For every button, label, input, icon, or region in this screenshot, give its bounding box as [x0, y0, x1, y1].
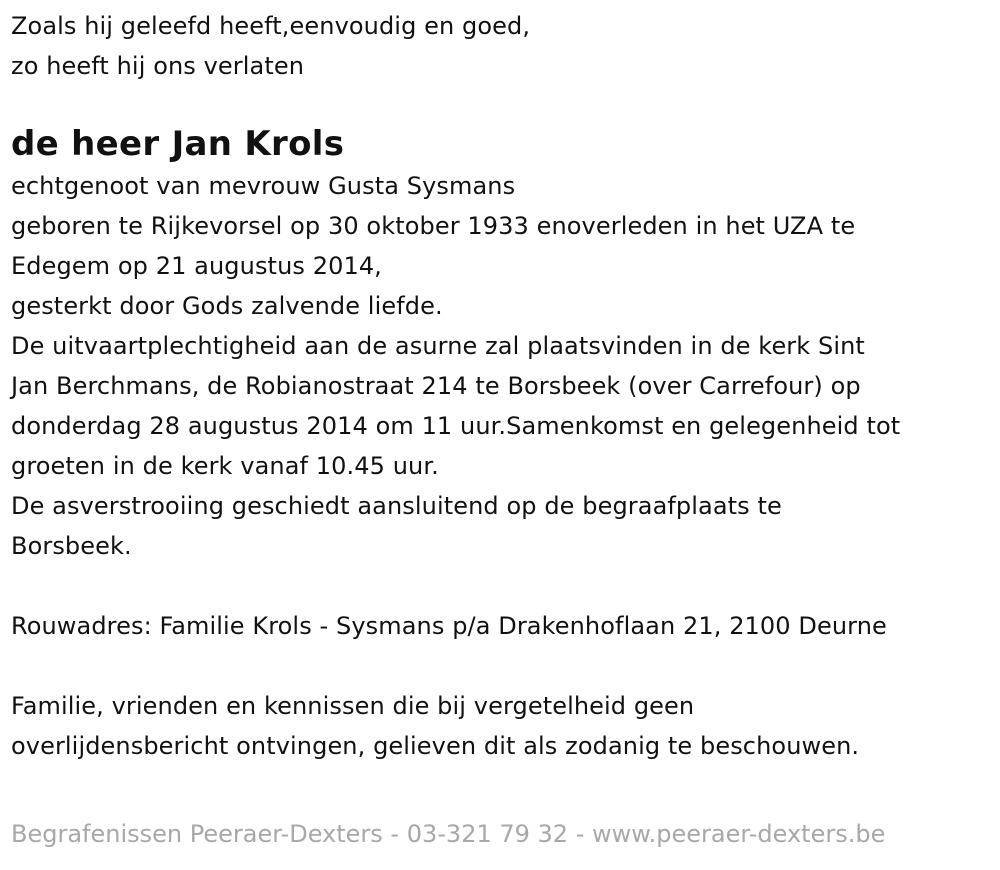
- obituary-body: [11, 166, 986, 566]
- spacer: [11, 566, 986, 606]
- body-line: Jan Berchmans, de Robianostraat 214 te Borsbeek (over Carrefour) op: [11, 372, 861, 400]
- motto-line-1: Zoals hij geleefd heeft,eenvoudig en goed,: [11, 12, 531, 40]
- motto-line-2: zo heeft hij ons verlaten: [11, 52, 305, 80]
- body-line: echtgenoot van mevrouw Gusta Sysmans: [11, 172, 516, 200]
- body-line: donderdag 28 augustus 2014 om 11 uur.Samenkomst en gelegenheid tot: [11, 412, 901, 440]
- body-line: geboren te Rijkevorsel op 30 oktober 1933 enoverleden in het UZA te: [11, 212, 856, 240]
- body-line: Borsbeek.: [11, 532, 132, 560]
- deceased-name: de heer Jan Krols: [11, 124, 345, 164]
- body-line: Edegem op 21 augustus 2014,: [11, 252, 382, 280]
- notice-line-1: Familie, vrienden en kennissen die bij vergetelheid geen: [11, 692, 695, 720]
- funeral-home-footer: Begrafenissen Peeraer-Dexters - 03-321 79 32 - www.peeraer-dexters.be: [11, 820, 886, 848]
- body-line: groeten in de kerk vanaf 10.45 uur.: [11, 452, 439, 480]
- obituary-notice: [11, 6, 986, 766]
- mourning-address: Rouwadres: Familie Krols - Sysmans p/a Drakenhoflaan 21, 2100 Deurne: [11, 612, 887, 640]
- body-line: gesterkt door Gods zalvende liefde.: [11, 292, 443, 320]
- body-line: De uitvaartplechtigheid aan de asurne zal plaatsvinden in de kerk Sint: [11, 332, 865, 360]
- notice-line-2: overlijdensbericht ontvingen, gelieven dit als zodanig te beschouwen.: [11, 732, 860, 760]
- spacer: [11, 646, 986, 686]
- body-line: De asverstrooiing geschiedt aansluitend op de begraafplaats te: [11, 492, 782, 520]
